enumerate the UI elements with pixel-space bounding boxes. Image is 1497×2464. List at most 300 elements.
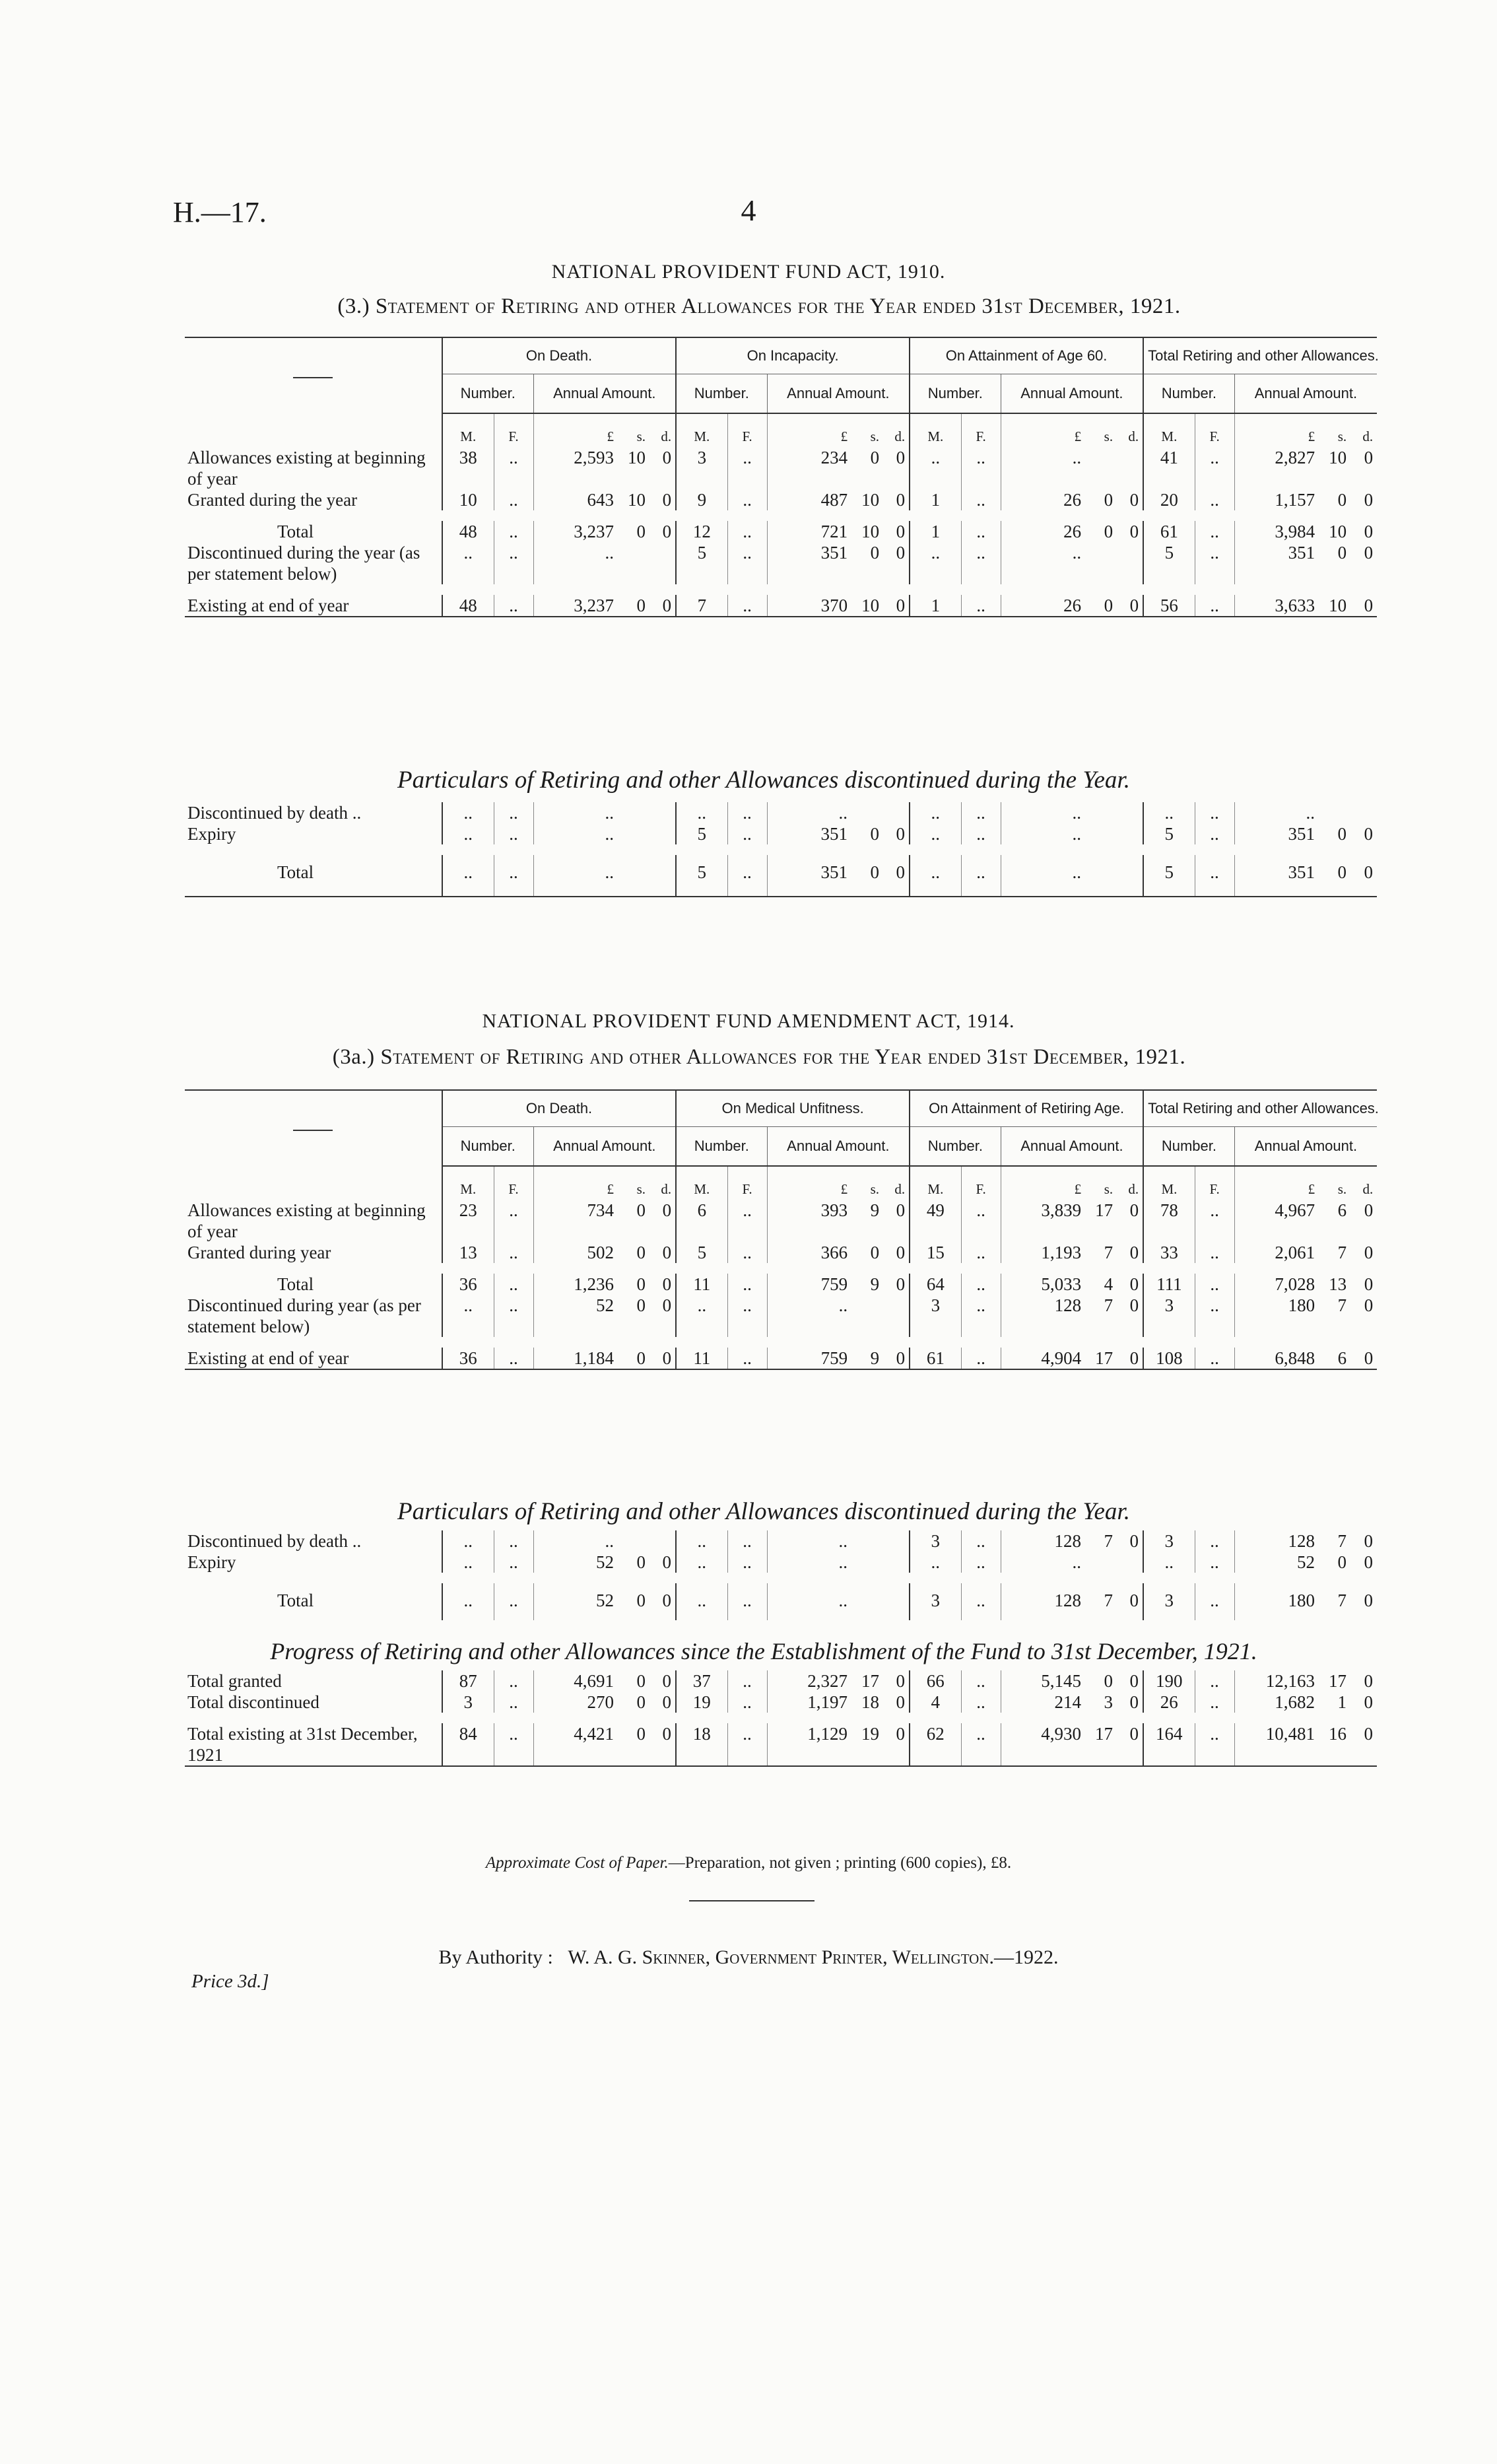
cost-of-paper <box>0 1854 1497 1872</box>
row-label: Total granted <box>187 1671 282 1691</box>
table-cell: .. <box>494 542 533 584</box>
table-cell: 2,327 <box>767 1670 851 1692</box>
table-cell: 19 <box>676 1692 727 1713</box>
table-cell: 128 <box>1001 1583 1085 1620</box>
table-cell: 0 <box>636 1671 646 1691</box>
table-cell: 7 <box>1104 1591 1113 1610</box>
table-cell: 0 <box>1117 1348 1143 1369</box>
table-cell: 0 <box>1104 522 1114 541</box>
table-cell: 351 <box>1234 855 1319 897</box>
unit-caption: s. <box>1104 428 1114 444</box>
table-cell: 16 <box>1319 1723 1350 1766</box>
table-cell: 0 <box>1364 522 1374 541</box>
row-label: Allowances existing at beginning of year <box>187 1200 426 1241</box>
table-row <box>185 855 1377 897</box>
table-cell: 0 <box>1085 595 1117 617</box>
table-cell: .. <box>961 823 1001 844</box>
table-cell: 10 <box>1319 595 1350 617</box>
table-cell <box>851 1530 883 1552</box>
table-cell: .. <box>961 1552 1001 1573</box>
table-cell <box>649 802 676 823</box>
table-row <box>185 595 1377 617</box>
table-cell: 0 <box>896 490 906 510</box>
unit-caption: M. <box>442 413 494 447</box>
table-cell: .. <box>910 1552 961 1573</box>
table-cell: 5 <box>676 1242 727 1263</box>
table-cell: 0 <box>1129 1591 1139 1610</box>
table-cell: 6 <box>1319 1348 1350 1369</box>
table-cell: 0 <box>896 1243 906 1262</box>
amount-header: Annual Amount. <box>1234 374 1377 414</box>
table-cell: .. <box>442 1583 494 1620</box>
table-cell: 17 <box>1329 1671 1347 1691</box>
unit-caption: F. <box>494 413 533 447</box>
table-cell: .. <box>727 1583 767 1620</box>
table-cell: .. <box>676 1583 727 1620</box>
table-cell: 759 <box>767 1348 851 1369</box>
table-cell <box>1117 802 1143 823</box>
by-authority: By Authority : <box>438 1946 553 1968</box>
table-cell: .. <box>910 447 961 489</box>
unit-caption: s. <box>870 1181 880 1197</box>
unit-caption: s. <box>1337 1181 1347 1197</box>
unit-caption: M. <box>676 1166 727 1200</box>
table-row <box>185 802 1377 823</box>
table-cell: .. <box>727 1723 767 1766</box>
table-cell: .. <box>727 1552 767 1573</box>
unit-caption: s. <box>1337 428 1347 444</box>
unit-caption-row <box>185 413 1377 447</box>
table-cell: 3 <box>1143 1295 1195 1337</box>
table-cell: 234 <box>767 447 851 489</box>
table-row <box>185 1348 1377 1369</box>
table-cell: 180 <box>1234 1583 1319 1620</box>
table-cell: 3,237 <box>533 521 618 542</box>
table-cell: .. <box>767 1295 851 1337</box>
table-cell: 0 <box>1129 1200 1139 1220</box>
unit-caption-row <box>185 1166 1377 1200</box>
table-cell: 0 <box>636 1295 646 1315</box>
table-cell: .. <box>1195 1530 1234 1552</box>
unit-caption: £ <box>1234 1166 1319 1200</box>
table-cell: .. <box>1234 802 1319 823</box>
unit-caption: £ <box>767 413 851 447</box>
row-label: Discontinued during year (as per statement below) <box>187 1295 421 1336</box>
table-cell: 26 <box>1001 521 1085 542</box>
table-cell: 1,157 <box>1234 489 1319 510</box>
table-cell: 108 <box>1143 1348 1195 1369</box>
table-cell: 1,184 <box>533 1348 618 1369</box>
table-cell: 7 <box>676 595 727 617</box>
table-cell: 0 <box>662 1671 671 1691</box>
row-label: Existing at end of year <box>185 595 442 617</box>
table-cell: 2,593 <box>533 447 618 489</box>
unit-caption: M. <box>910 1166 961 1200</box>
table-cell: 3 <box>442 1692 494 1713</box>
table-cell: 9 <box>676 489 727 510</box>
table-cell: 1 <box>910 521 961 542</box>
table-cell: 52 <box>533 1295 618 1337</box>
table-cell: .. <box>961 1583 1001 1620</box>
table-cell: 78 <box>1143 1200 1195 1242</box>
table-cell: 18 <box>676 1723 727 1766</box>
group-header: On Attainment of Retiring Age. <box>910 1090 1143 1127</box>
table-cell: 9 <box>870 1274 880 1294</box>
table-cell: .. <box>910 802 961 823</box>
table-cell: 0 <box>896 824 905 844</box>
table-cell: 1 <box>1337 1692 1347 1712</box>
table-cell: 0 <box>1117 1723 1143 1766</box>
table-cell: 0 <box>618 1348 649 1369</box>
table-cell: 3 <box>1143 1530 1195 1552</box>
table-cell: 721 <box>767 521 851 542</box>
table-cell: .. <box>727 1692 767 1713</box>
table-cell: 0 <box>896 448 906 467</box>
table-cell: 0 <box>896 1671 905 1691</box>
table-cell: 351 <box>767 855 851 897</box>
group-header: On Death. <box>442 337 676 374</box>
table-cell <box>618 823 649 844</box>
table-cell: 12,163 <box>1234 1670 1319 1692</box>
table-cell: 0 <box>1364 1274 1374 1294</box>
table-cell: 5 <box>676 542 727 584</box>
price: Price 3d.] <box>191 1971 269 1992</box>
printer-name: W. A. G. Skinner, Government Printer, Wellington.—1922. <box>568 1946 1059 1968</box>
table-cell: 734 <box>533 1200 618 1242</box>
table-cell <box>649 1530 676 1552</box>
table-cell: .. <box>767 1552 851 1573</box>
table-cell: .. <box>1195 1348 1234 1369</box>
table-cell: 0 <box>1350 855 1377 897</box>
table-cell <box>883 1583 910 1620</box>
table-cell: 10 <box>1329 522 1347 541</box>
table-cell: .. <box>494 1583 533 1620</box>
table-cell <box>618 542 649 584</box>
table-cell <box>1085 542 1117 584</box>
table-row <box>185 1530 1377 1552</box>
table-cell: 0 <box>662 522 672 541</box>
document-reference: H.—17. <box>173 196 267 228</box>
table-cell: 0 <box>896 1274 906 1294</box>
table-cell: 0 <box>896 1200 906 1220</box>
unit-caption: F. <box>1195 1166 1234 1200</box>
table-row <box>185 1274 1377 1295</box>
table-cell: 5 <box>676 823 727 844</box>
table-cell: 10 <box>851 595 883 617</box>
table-cell <box>1085 823 1117 844</box>
table-cell: 0 <box>1364 1200 1374 1220</box>
table-cell: 0 <box>1364 543 1374 563</box>
table-cell: 180 <box>1234 1295 1319 1337</box>
amount-header: Annual Amount. <box>767 374 910 414</box>
table-cell: 6 <box>1337 1200 1347 1220</box>
table-cell: 11 <box>676 1348 727 1369</box>
table-cell <box>1085 1552 1117 1573</box>
table-cell: 0 <box>662 1552 671 1572</box>
table-cell: .. <box>961 521 1001 542</box>
statement-title-3a <box>165 1045 1353 1070</box>
table-cell: 61 <box>910 1348 961 1369</box>
table-cell: 5,033 <box>1001 1274 1085 1295</box>
table-cell: 5 <box>1143 855 1195 897</box>
table-cell: .. <box>727 1242 767 1263</box>
table-cell: .. <box>494 1242 533 1263</box>
table-cell: 10 <box>861 522 880 541</box>
table-cell: .. <box>727 595 767 617</box>
act-title-1914: NATIONAL PROVIDENT FUND AMENDMENT ACT, 1914. <box>482 1010 1015 1032</box>
table-cell: 366 <box>767 1242 851 1263</box>
table-cell: 4 <box>1104 1274 1114 1294</box>
table-cell: .. <box>961 1242 1001 1263</box>
table-cell: 9 <box>870 1200 880 1220</box>
table-cell: .. <box>1195 542 1234 584</box>
table-cell: 128 <box>1234 1530 1319 1552</box>
amount-header: Annual Amount. <box>767 1127 910 1167</box>
table-cell: 0 <box>636 1591 646 1610</box>
table-cell: 0 <box>870 543 880 563</box>
particulars-title-1910: Particulars of Retiring and other Allowances discontinued during the Year. <box>397 767 1130 794</box>
unit-caption: F. <box>961 413 1001 447</box>
table-cell: 6,848 <box>1234 1348 1319 1369</box>
table-row <box>185 823 1377 844</box>
table-cell: .. <box>961 1200 1001 1242</box>
unit-caption: d. <box>1128 1181 1139 1197</box>
table-row <box>185 521 1377 542</box>
table-cell: .. <box>1195 1670 1234 1692</box>
table-cell: .. <box>727 855 767 897</box>
unit-caption: d. <box>1128 428 1139 444</box>
table-cell: .. <box>1001 542 1085 584</box>
table-cell: 0 <box>649 595 676 617</box>
table-cell: 0 <box>883 595 910 617</box>
table-cell <box>1117 1552 1143 1573</box>
particulars-table-1914 <box>185 1530 1378 1620</box>
row-label: Allowances existing at beginning of year <box>187 448 426 489</box>
table-cell: 12 <box>676 521 727 542</box>
table-cell: .. <box>494 823 533 844</box>
table-cell: 33 <box>1143 1242 1195 1263</box>
table-cell: 3 <box>910 1583 961 1620</box>
table-cell: .. <box>533 855 618 897</box>
table-cell: 0 <box>1319 855 1350 897</box>
table-row <box>185 1295 1377 1337</box>
table-cell: 0 <box>662 1274 672 1294</box>
table-cell: .. <box>961 489 1001 510</box>
unit-caption: d. <box>894 1181 906 1197</box>
table-cell: .. <box>767 1530 851 1552</box>
table-cell: 0 <box>1364 1671 1373 1691</box>
table-cell: 1 <box>910 595 961 617</box>
table-cell: 4,421 <box>533 1723 618 1766</box>
table-cell: 7 <box>1104 1295 1114 1315</box>
table-cell: 0 <box>636 1692 646 1712</box>
table-cell: .. <box>767 1583 851 1620</box>
table-cell: 3,839 <box>1001 1200 1085 1242</box>
table-cell: 41 <box>1143 447 1195 489</box>
table-cell: 3 <box>910 1530 961 1552</box>
unit-caption: M. <box>1143 413 1195 447</box>
table-cell: .. <box>442 802 494 823</box>
table-cell: 64 <box>910 1274 961 1295</box>
table-cell: 15 <box>910 1242 961 1263</box>
table-cell: 37 <box>676 1670 727 1692</box>
table-cell <box>618 1530 649 1552</box>
unit-caption: s. <box>870 428 880 444</box>
table-cell: 5 <box>1143 542 1195 584</box>
row-label: Discontinued by death .. <box>187 1531 362 1551</box>
number-header: Number. <box>910 374 1001 414</box>
row-label: Total <box>277 1591 314 1610</box>
table-cell: .. <box>1195 1552 1234 1573</box>
table-cell: 0 <box>636 1552 646 1572</box>
table-cell: 52 <box>533 1552 618 1573</box>
table-cell: .. <box>1195 1295 1234 1337</box>
table-cell: 5,145 <box>1001 1670 1085 1692</box>
table-cell: 0 <box>1104 1671 1113 1691</box>
table-cell: 0 <box>1129 1671 1139 1691</box>
table-cell: .. <box>494 1348 533 1369</box>
stub-head <box>185 1090 442 1166</box>
table-cell: .. <box>1195 1200 1234 1242</box>
table-cell: 0 <box>662 1591 671 1610</box>
table-cell: .. <box>727 1530 767 1552</box>
table-cell: 10,481 <box>1234 1723 1319 1766</box>
table-cell <box>1117 855 1143 897</box>
table-cell: 1,197 <box>767 1692 851 1713</box>
table-cell: 0 <box>870 824 879 844</box>
row-label: Total <box>185 855 442 897</box>
amount-header: Annual Amount. <box>1001 1127 1143 1167</box>
table-cell: .. <box>1195 595 1234 617</box>
table-cell: .. <box>494 489 533 510</box>
table-cell: 0 <box>649 1348 676 1369</box>
table-cell: 3 <box>910 1295 961 1337</box>
progress-table <box>185 1670 1377 1767</box>
table-cell: 1,682 <box>1234 1692 1319 1713</box>
unit-caption: F. <box>494 1166 533 1200</box>
group-header: On Medical Unfitness. <box>676 1090 910 1127</box>
table-cell: .. <box>961 855 1001 897</box>
unit-caption: d. <box>894 428 906 444</box>
unit-caption: £ <box>1001 1166 1085 1200</box>
table-cell: .. <box>1195 489 1234 510</box>
table-cell: .. <box>767 802 851 823</box>
table-cell: 0 <box>1129 522 1139 541</box>
number-header: Number. <box>1143 374 1234 414</box>
table-cell: .. <box>1143 802 1195 823</box>
table-cell: .. <box>1195 1723 1234 1766</box>
table-cell: .. <box>961 1670 1001 1692</box>
number-header: Number. <box>910 1127 1001 1167</box>
table-cell: 0 <box>870 448 880 467</box>
act-title-1910: NATIONAL PROVIDENT FUND ACT, 1910. <box>551 261 946 283</box>
amount-header: Annual Amount. <box>533 374 676 414</box>
table-cell: .. <box>961 542 1001 584</box>
table-cell: 0 <box>883 855 910 897</box>
table-cell: .. <box>727 489 767 510</box>
table-cell: .. <box>1195 1692 1234 1713</box>
table-cell: 1,236 <box>533 1274 618 1295</box>
table-cell: 0 <box>1364 1692 1373 1712</box>
table-cell: 0 <box>636 1243 646 1262</box>
table-cell: 66 <box>910 1670 961 1692</box>
table-cell: 351 <box>1234 542 1319 584</box>
table-cell: .. <box>961 1723 1001 1766</box>
statement-heading: Statement of Retiring and other Allowances for the Year ended 31st December, 1921. <box>375 294 1181 318</box>
table-cell: .. <box>961 595 1001 617</box>
table-cell: 10 <box>442 489 494 510</box>
unit-caption: £ <box>1234 413 1319 447</box>
table-row <box>185 489 1377 510</box>
table-cell: 0 <box>1337 543 1347 563</box>
table-cell: .. <box>1195 823 1234 844</box>
table-cell: .. <box>1195 1583 1234 1620</box>
row-label: Total <box>277 1274 314 1294</box>
table-cell: 0 <box>1364 1531 1373 1551</box>
table-cell: 19 <box>851 1723 883 1766</box>
table-cell: 18 <box>861 1692 879 1712</box>
table-cell: 10 <box>1329 448 1347 467</box>
row-label: Existing at end of year <box>185 1348 442 1369</box>
statement-number: (3.) <box>337 294 370 318</box>
number-header: Number. <box>676 1127 767 1167</box>
table-cell: 0 <box>1364 448 1374 467</box>
table-cell: .. <box>727 1274 767 1295</box>
table-cell: 0 <box>1129 1692 1139 1712</box>
table-cell: 643 <box>533 489 618 510</box>
table-cell: 10 <box>861 490 880 510</box>
table-cell: 0 <box>636 1200 646 1220</box>
table-cell: .. <box>1195 521 1234 542</box>
row-label: Expiry <box>187 824 236 844</box>
table-cell: .. <box>910 855 961 897</box>
unit-caption: s. <box>636 1181 646 1197</box>
table-cell: 87 <box>442 1670 494 1692</box>
table-cell: 61 <box>1143 521 1195 542</box>
table-cell <box>649 855 676 897</box>
unit-caption: d. <box>1362 428 1374 444</box>
group-header: On Incapacity. <box>676 337 910 374</box>
table-cell: 7 <box>1104 1243 1114 1262</box>
table-cell: 0 <box>1364 1243 1374 1262</box>
statement-title-3 <box>165 294 1353 319</box>
table-cell: 0 <box>1350 1723 1377 1766</box>
table-row <box>185 542 1377 584</box>
table-cell: .. <box>494 447 533 489</box>
table-cell: 0 <box>883 1348 910 1369</box>
table-cell: .. <box>676 1295 727 1337</box>
cost-text: —Preparation, not given ; printing (600 copies), £8. <box>668 1854 1012 1872</box>
table-cell: 4 <box>910 1692 961 1713</box>
table-cell: .. <box>910 542 961 584</box>
table-cell: 270 <box>533 1692 618 1713</box>
table-cell: .. <box>442 1295 494 1337</box>
table-cell: 0 <box>618 1723 649 1766</box>
table-cell: .. <box>1195 447 1234 489</box>
table-cell: 48 <box>442 521 494 542</box>
table-cell <box>1085 855 1117 897</box>
table-cell: .. <box>676 1530 727 1552</box>
stub-head <box>185 337 442 413</box>
table-cell: 17 <box>1085 1723 1117 1766</box>
table-cell: .. <box>910 823 961 844</box>
table-cell <box>649 823 676 844</box>
table-cell: .. <box>1001 447 1085 489</box>
table-cell: 7 <box>1337 1531 1347 1551</box>
table-cell: 0 <box>662 1200 672 1220</box>
table-cell: .. <box>676 1552 727 1573</box>
table-cell: .. <box>961 1295 1001 1337</box>
